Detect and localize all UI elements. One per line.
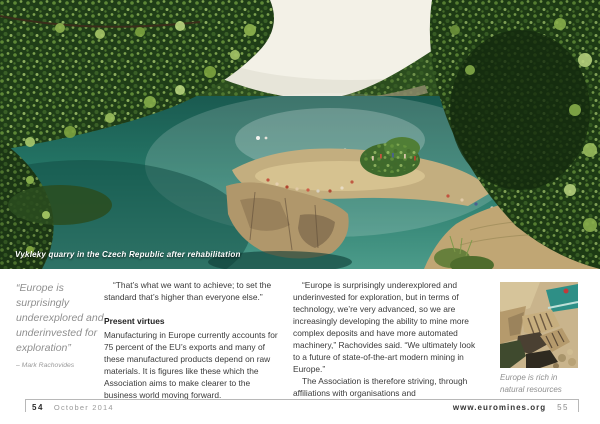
right-paragraph-2: The Association is therefore striving, through affiliations with organisations and (293, 376, 468, 398)
sidebar-caption: Europe is rich in natural resources (500, 373, 562, 394)
footer-right (453, 403, 569, 412)
rocks-photo-art (500, 282, 578, 368)
page-number-left: 54 (32, 403, 44, 412)
page-number-right: 55 (557, 403, 569, 412)
photo-caption: Vykleky quarry in the Czech Republic after rehabilitation (15, 250, 241, 259)
pull-quote-text: “Europe is surprisingly underexplored and underinvested for exploration” (16, 282, 104, 354)
section-heading: Present virtues (104, 316, 165, 326)
quote-attribution: – Mark Rachovides (16, 362, 75, 369)
footer-tick-right (578, 399, 579, 412)
column-middle (104, 279, 282, 401)
middle-paragraph-1: “That’s what we want to achieve; to set the standard that’s higher than everyone else.” (104, 280, 272, 302)
footer-rule (25, 399, 578, 400)
column-right (293, 279, 481, 399)
sidebar-photo (500, 282, 578, 368)
website-url: www.euromines.org (452, 403, 547, 412)
footer-tick-left (25, 399, 26, 412)
pull-quote (16, 281, 108, 370)
issue-date: October 2014 (53, 403, 114, 412)
middle-paragraph-2: Manufacturing in Europe currently accounts for 75 percent of the EU’s exports and many of these manufactured products depend on raw materials. It is figures like these which the Association aims to make clearer to the business world moving forward. (104, 330, 278, 400)
right-paragraph-1: “Europe is surprisingly underexplored and underinvested for exploration, but in terms of technology, we’re very advanced, so we are increasingly developing the ability to mine more complex deposits and have more automated machinery,” Rachovides said. “We ultimately look to a future of state-of-the-art modern mining in Europe.” (293, 280, 476, 374)
footer-left (32, 403, 114, 412)
